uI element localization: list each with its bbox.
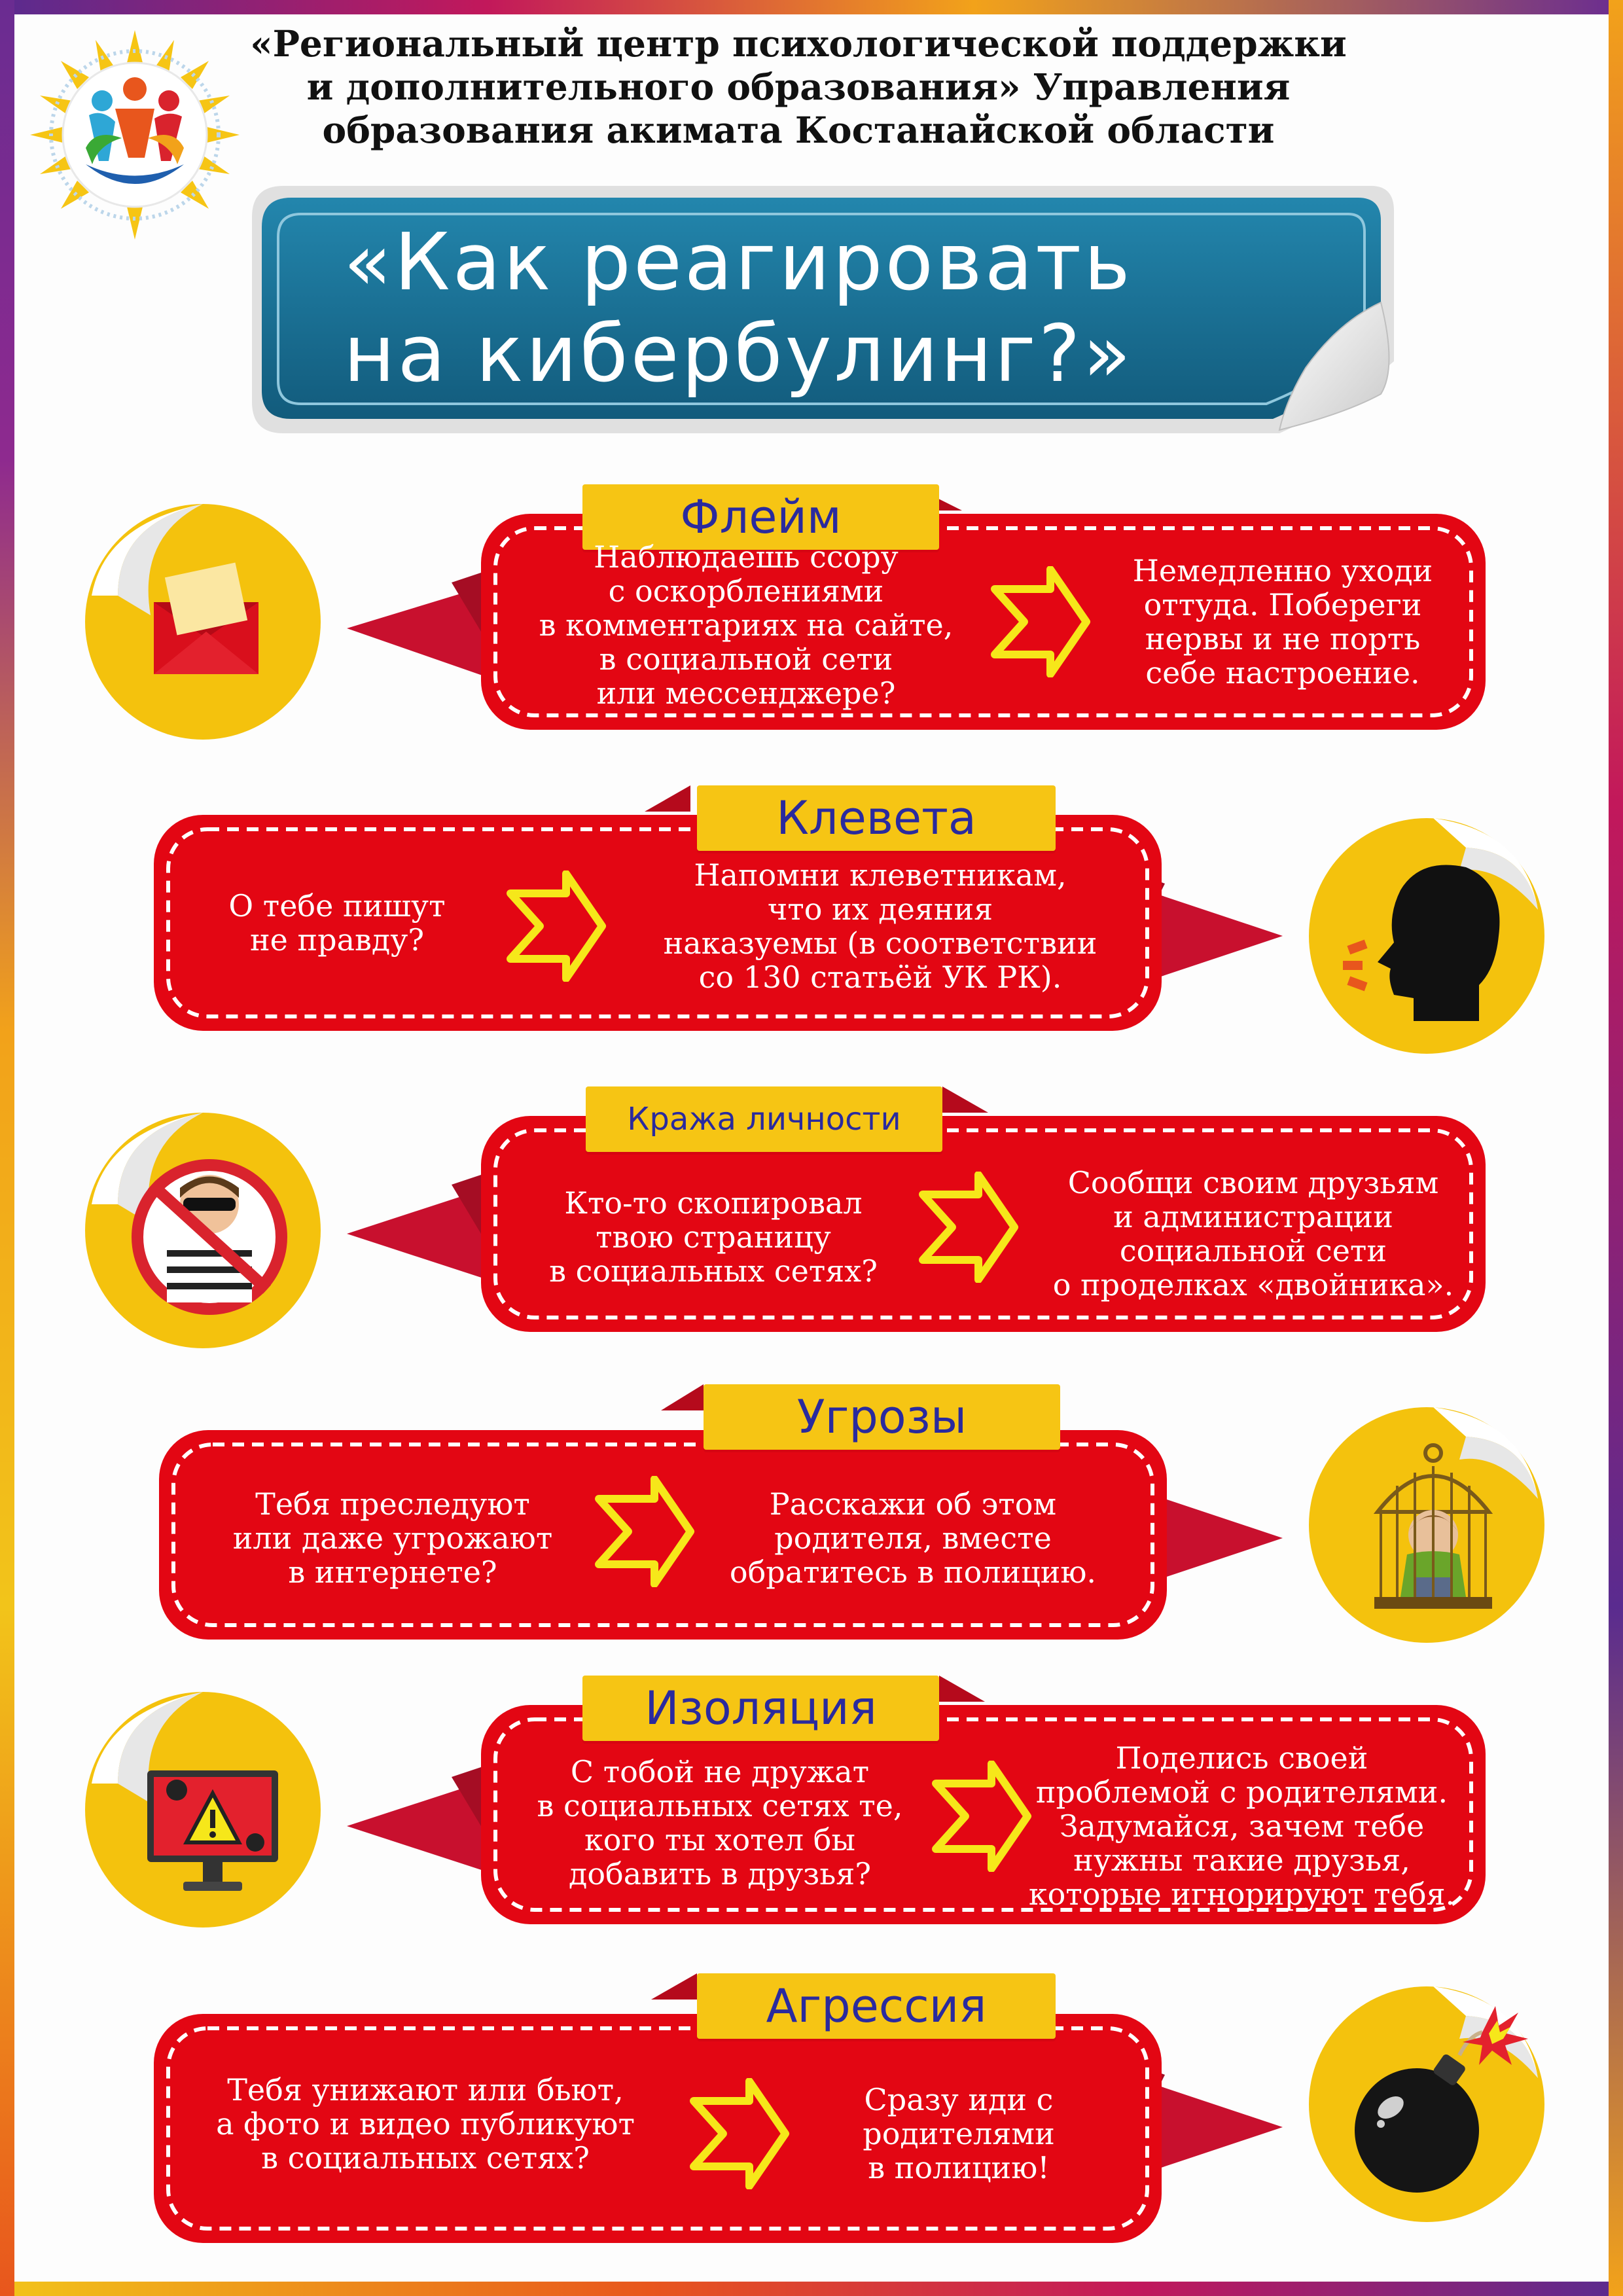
advice-text [704, 1479, 1122, 1597]
title-line: на кибербулинг?» [344, 309, 1133, 400]
sun-people-logo-icon [24, 24, 246, 246]
section-isolation [0, 1672, 1623, 1960]
problem-text [193, 1479, 592, 1597]
problem-text [190, 864, 484, 982]
advice-line: о проделках «двойника». [1052, 1267, 1454, 1302]
advice-line: обратитесь в полицию. [729, 1554, 1097, 1590]
problem-line: с оскорблениями [608, 573, 884, 609]
section-label: Кража личности [586, 1086, 942, 1152]
problem-text [504, 539, 988, 711]
advice-line: социальной сети [1119, 1233, 1387, 1268]
section-threats [0, 1381, 1623, 1669]
header-line: и дополнительного образования» Управления [306, 65, 1291, 108]
advice-line: со 130 статьёй УК РК). [698, 960, 1062, 995]
title-line: «Как реагировать [344, 217, 1133, 308]
advice-line: Сразу иди с [864, 2082, 1054, 2117]
advice-line: оттуда. Побереги [1143, 587, 1422, 622]
problem-line: кого ты хотел бы [584, 1822, 855, 1857]
section-flame [0, 484, 1623, 766]
problem-line: О тебе пишут [228, 888, 446, 924]
problem-line: Тебя преследуют [255, 1486, 530, 1522]
section-slander [0, 785, 1623, 1067]
problem-line: в интернете? [288, 1554, 497, 1590]
problem-line: Кто-то скопировал [564, 1185, 863, 1221]
advice-line: Напомни клеветникам, [694, 857, 1067, 893]
advice-line: Расскажи об этом [769, 1486, 1057, 1522]
bomb-icon [1302, 1980, 1551, 2229]
chevron-arrow-icon [504, 870, 609, 982]
poster-title [344, 217, 1325, 401]
advice-line: Задумайся, зачем тебе [1059, 1808, 1425, 1844]
advice-line: родителя, вместе [774, 1520, 1052, 1556]
problem-line: или мессенджере? [596, 675, 896, 711]
problem-line: Наблюдаешь ссору [594, 539, 899, 575]
problem-line: в социальной сети [599, 641, 893, 677]
advice-text [812, 2075, 1106, 2193]
frame-top-border [0, 0, 1623, 14]
problem-line: Тебя унижают или бьют, [227, 2072, 624, 2108]
thief-prohibited-icon [79, 1106, 327, 1355]
problem-line: добавить в друзья? [569, 1856, 871, 1892]
section-label: Клевета [697, 785, 1056, 851]
advice-line: в полицию! [868, 2150, 1050, 2185]
caged-child-icon [1302, 1401, 1551, 1649]
organization-name [249, 22, 1348, 152]
problem-line: в социальных сетях? [549, 1253, 878, 1289]
advice-line: что их деяния [767, 891, 993, 927]
advice-text [1099, 553, 1466, 691]
problem-line: С тобой не дружат [570, 1754, 870, 1789]
problem-text [510, 1178, 916, 1296]
chevron-arrow-icon [916, 1172, 1021, 1283]
frame-bottom-border [0, 2282, 1623, 2296]
problem-text [510, 1754, 929, 1892]
header-line: «Региональный центр психологической поддержки [250, 22, 1347, 65]
advice-line: Сообщи своим друзьям [1067, 1165, 1439, 1200]
problem-text [177, 2065, 674, 2183]
problem-line: или даже угрожают [232, 1520, 553, 1556]
advice-line: Поделись своей [1115, 1740, 1368, 1776]
chevron-arrow-icon [988, 566, 1093, 677]
section-label: Изоляция [582, 1676, 939, 1741]
advice-line: нужны такие друзья, [1073, 1842, 1410, 1878]
section-identity-theft [0, 1080, 1623, 1368]
problem-line: в комментариях на сайте, [539, 607, 954, 643]
problem-line: твою страницу [596, 1219, 831, 1255]
advice-line: родителями [863, 2116, 1055, 2151]
chevron-arrow-icon [687, 2078, 792, 2189]
advice-line: наказуемы (в соответствии [663, 925, 1097, 961]
advice-line: себе настроение. [1145, 655, 1420, 691]
advice-line: нервы и не порть [1145, 621, 1421, 656]
problem-line: не правду? [250, 922, 424, 958]
title-banner [232, 171, 1404, 446]
advice-line: которые игнорируют тебя. [1028, 1876, 1455, 1912]
problem-line: в социальных сетях? [261, 2140, 590, 2176]
advice-text [998, 1741, 1486, 1911]
speaking-head-icon [1302, 812, 1551, 1060]
envelope-icon [79, 497, 327, 746]
advice-line: и администрации [1113, 1199, 1393, 1234]
problem-line: в социальных сетях те, [537, 1788, 903, 1823]
header-line: образования акимата Костанайской области [322, 109, 1275, 151]
advice-text [1027, 1165, 1479, 1302]
section-aggression [0, 1967, 1623, 2255]
chevron-arrow-icon [592, 1476, 697, 1587]
advice-line: Немедленно уходи [1132, 553, 1433, 588]
organization-logo [24, 24, 246, 246]
section-label: Флейм [582, 484, 939, 550]
problem-line: а фото и видео публикуют [216, 2106, 635, 2142]
section-label: Агрессия [697, 1973, 1056, 2039]
monitor-warning-icon [79, 1685, 327, 1934]
advice-line: проблемой с родителями. [1035, 1774, 1448, 1810]
advice-text [622, 857, 1139, 995]
section-label: Угрозы [704, 1384, 1060, 1450]
